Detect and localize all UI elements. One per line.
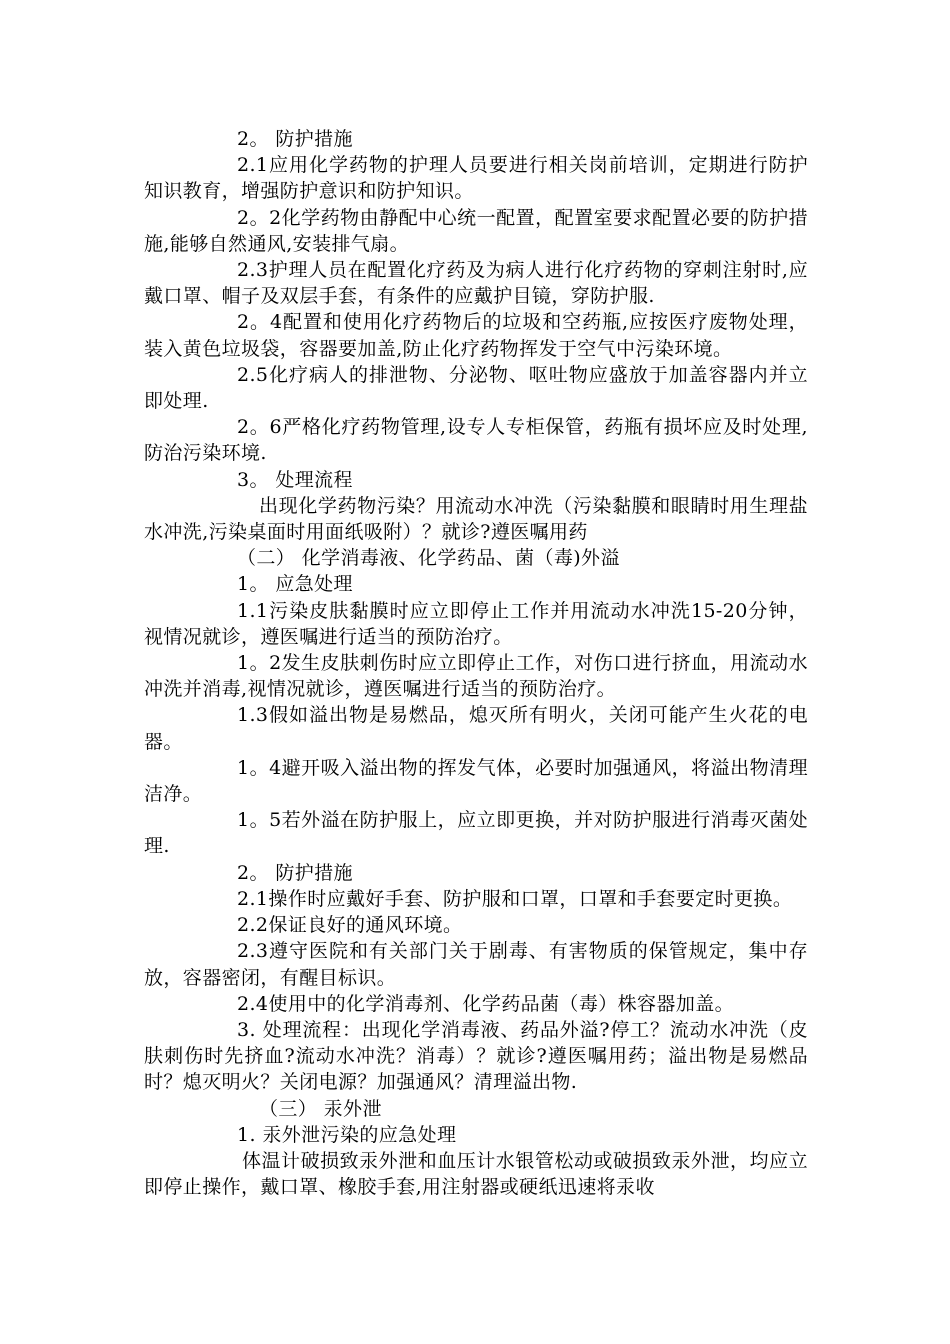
heading-process-flow: 3。 处理流程 <box>237 468 353 491</box>
paragraph-2-4: 2。4配置和使用化疗药物后的垃圾和空药瓶,应按医疗废物处理，装入黄色垃圾袋，容器要加盖,防止化疗药物挥发于空气中污染环境。 <box>144 311 808 360</box>
section-heading-2: （二） 化学消毒液、化学药品、菌（毒)外溢 <box>237 547 620 570</box>
paragraph-2-4b: 2.4使用中的化学消毒剂、化学药品菌（毒）株容器加盖。 <box>237 992 735 1015</box>
paragraph-process-flow: 出现化学药物污染？用流动水冲洗（污染黏膜和眼睛时用生理盐水冲洗,污染桌面时用面纸吸附）？就诊?遵医嘱用药 <box>144 494 808 544</box>
section-heading-3: （三） 汞外泄 <box>259 1097 382 1120</box>
heading-protective-measures: 2。 防护措施 <box>237 128 353 150</box>
paragraph-2-3b: 2.3遵守医院和有关部门关于剧毒、有害物质的保管规定，集中存放，容器密闭，有醒目标识。 <box>144 940 808 989</box>
paragraph-1-4: 1。4避开吸入溢出物的挥发气体，必要时加强通风，将溢出物清理洁净。 <box>144 756 808 806</box>
heading-mercury-handling: 1. 汞外泄污染的应急处理 <box>237 1123 457 1146</box>
paragraph-1-3: 1.3假如溢出物是易燃品，熄灭所有明火，关闭可能产生火花的电器。 <box>144 704 808 753</box>
paragraph-1-1: 1.1污染皮肤黏膜时应立即停止工作并用流动水冲洗15-20分钟，视情况就诊，遵医嘱进行适当的预防治疗。 <box>144 599 808 648</box>
paragraph-2-2: 2。2化学药物由静配中心统一配置，配置室要求配置必要的防护措施,能够自然通风,安装排气扇。 <box>144 206 808 255</box>
paragraph-mercury: 体温计破损致汞外泄和血压计水银管松动或破损致汞外泄，均应立即停止操作，戴口罩、橡胶手套,用注射器或硬纸迅速将汞收 <box>144 1149 808 1199</box>
paragraph-2-1: 2.1应用化学药物的护理人员要进行相关岗前培训，定期进行防护知识教育，增强防护意识和防护知识。 <box>144 154 808 203</box>
paragraph-1-2: 1。2发生皮肤刺伤时应立即停止工作，对伤口进行挤血，用流动水冲洗并消毒,视情况就诊，遵医嘱进行适当的预防治疗。 <box>144 652 808 701</box>
paragraph-2-6: 2。6严格化疗药物管理,设专人专柜保管，药瓶有损坏应及时处理,防治污染环境. <box>144 416 808 465</box>
paragraph-2-2b: 2.2保证良好的通风环境。 <box>237 914 463 937</box>
paragraph-2-5: 2.5化疗病人的排泄物、分泌物、呕吐物应盛放于加盖容器内并立即处理. <box>144 363 808 413</box>
document-body <box>144 126 808 1200</box>
paragraph-1-5: 1。5若外溢在防护服上，应立即更换，并对防护服进行消毒灭菌处理. <box>144 809 808 858</box>
paragraph-process-flow-2: 3. 处理流程：出现化学消毒液、药品外溢?停工？流动水冲洗（皮肤刺伤时先挤血?流动水冲洗？消毒）？就诊?遵医嘱用药；溢出物是易燃品时？熄灭明火？关闭电源？加强通风？清理溢出物. <box>144 1018 808 1094</box>
heading-protective-measures-2: 2。 防护措施 <box>237 861 353 884</box>
paragraph-2-1b: 2.1操作时应戴好手套、防护服和口罩，口罩和手套要定时更换。 <box>237 887 793 910</box>
paragraph-2-3: 2.3护理人员在配置化疗药及为病人进行化疗药物的穿刺注射时,应戴口罩、帽子及双层手套，有条件的应戴护目镜，穿防护服. <box>144 259 808 308</box>
heading-emergency-handling: 1。 应急处理 <box>237 573 353 596</box>
